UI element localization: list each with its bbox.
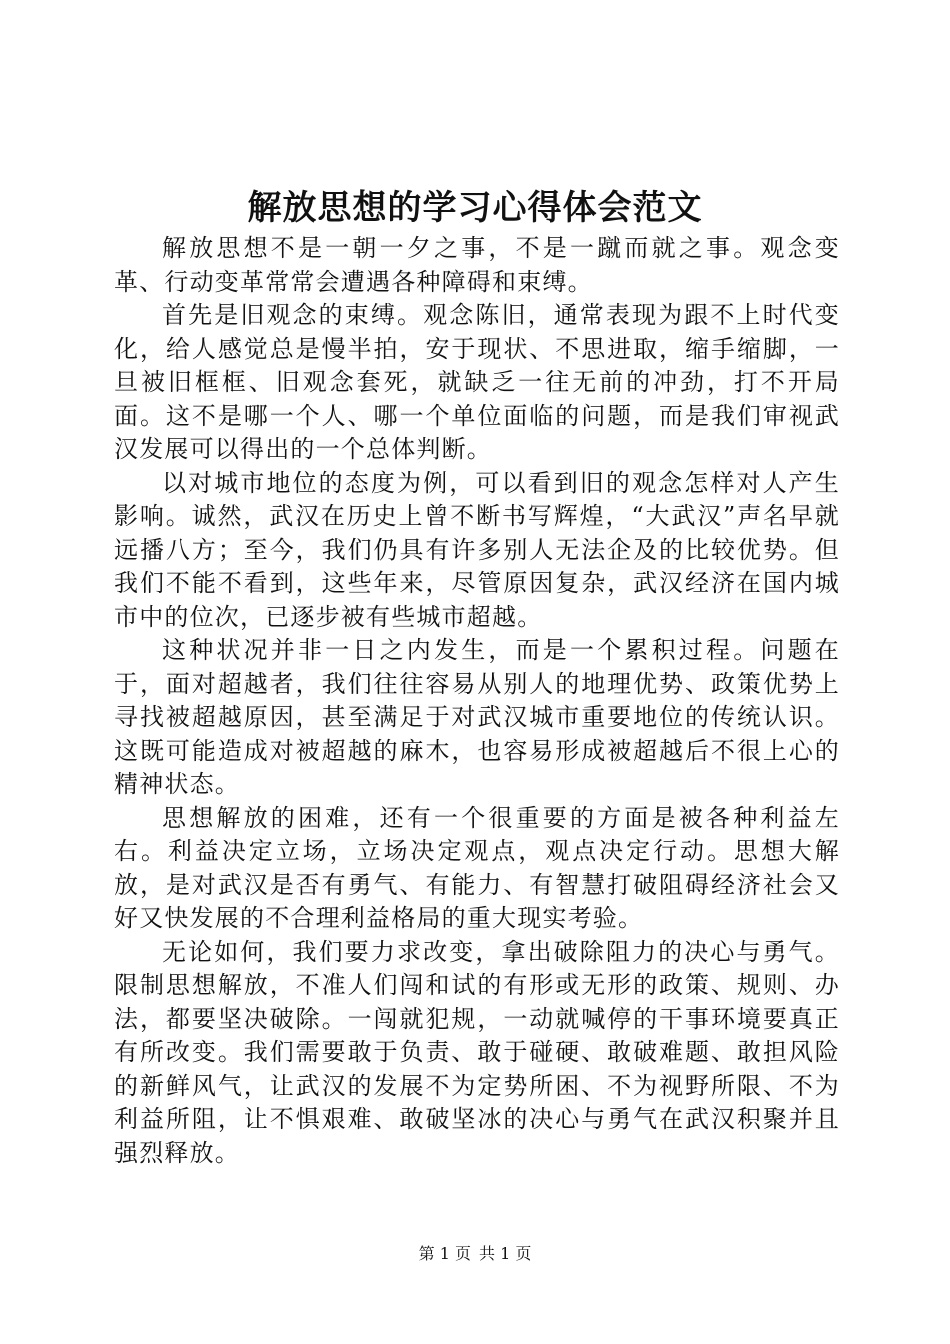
paragraph: 无论如何，我们要力求改变，拿出破除阻力的决心与勇气。限制思想解放，不准人们闯和试的有形或无形的政策、规则、办法，都要坚决破除。一闯就犯规，一动就喊停的干事环境要真正有所改变。我们需要敢于负责、敢于碰硬、敢破难题、敢担风险的新鲜风气，让武汉的发展不为定势所困、不为视野所限、不为利益所阻，让不惧艰难、敢破坚冰的决心与勇气在武汉积聚并且强烈释放。 — [114, 937, 840, 1167]
paragraph: 这种状况并非一日之内发生，而是一个累积过程。问题在于，面对超越者，我们往往容易从别人的地理优势、政策优势上寻找被超越原因，甚至满足于对武汉城市重要地位的传统认识。这既可能造成对被超越的麻木，也容易形成被超越后不很上心的精神状态。 — [114, 636, 840, 798]
paragraph: 解放思想不是一朝一夕之事，不是一蹴而就之事。观念变革、行动变革常常会遭遇各种障碍和束缚。 — [114, 234, 840, 296]
paragraph: 以对城市地位的态度为例，可以看到旧的观念怎样对人产生影响。诚然，武汉在历史上曾不断书写辉煌，“大武汉”声名早就远播八方；至今，我们仍具有许多别人无法企及的比较优势。但我们不能不看到，这些年来，尽管原因复杂，武汉经济在国内城市中的位次，已逐步被有些城市超越。 — [114, 468, 840, 631]
document-body — [114, 232, 840, 1170]
paragraph: 思想解放的困难，还有一个很重要的方面是被各种利益左右。利益决定立场，立场决定观点，观点决定行动。思想大解放，是对武汉是否有勇气、有能力、有智慧打破阻碍经济社会又好又快发展的不合理利益格局的重大现实考验。 — [114, 803, 840, 932]
document-title: 解放思想的学习心得体会范文 — [247, 188, 703, 228]
paragraph: 首先是旧观念的束缚。观念陈旧，通常表现为跟不上时代变化，给人感觉总是慢半拍，安于现状、不思进取，缩手缩脚，一旦被旧框框、旧观念套死，就缺乏一往无前的冲劲，打不开局面。这不是哪一个人、哪一个单位面临的问题，而是我们审视武汉发展可以得出的一个总体判断。 — [114, 301, 840, 463]
page-number: 第 1 页 — [418, 1244, 471, 1263]
page-total: 共 1 页 — [479, 1244, 532, 1263]
page-footer — [0, 1242, 950, 1266]
